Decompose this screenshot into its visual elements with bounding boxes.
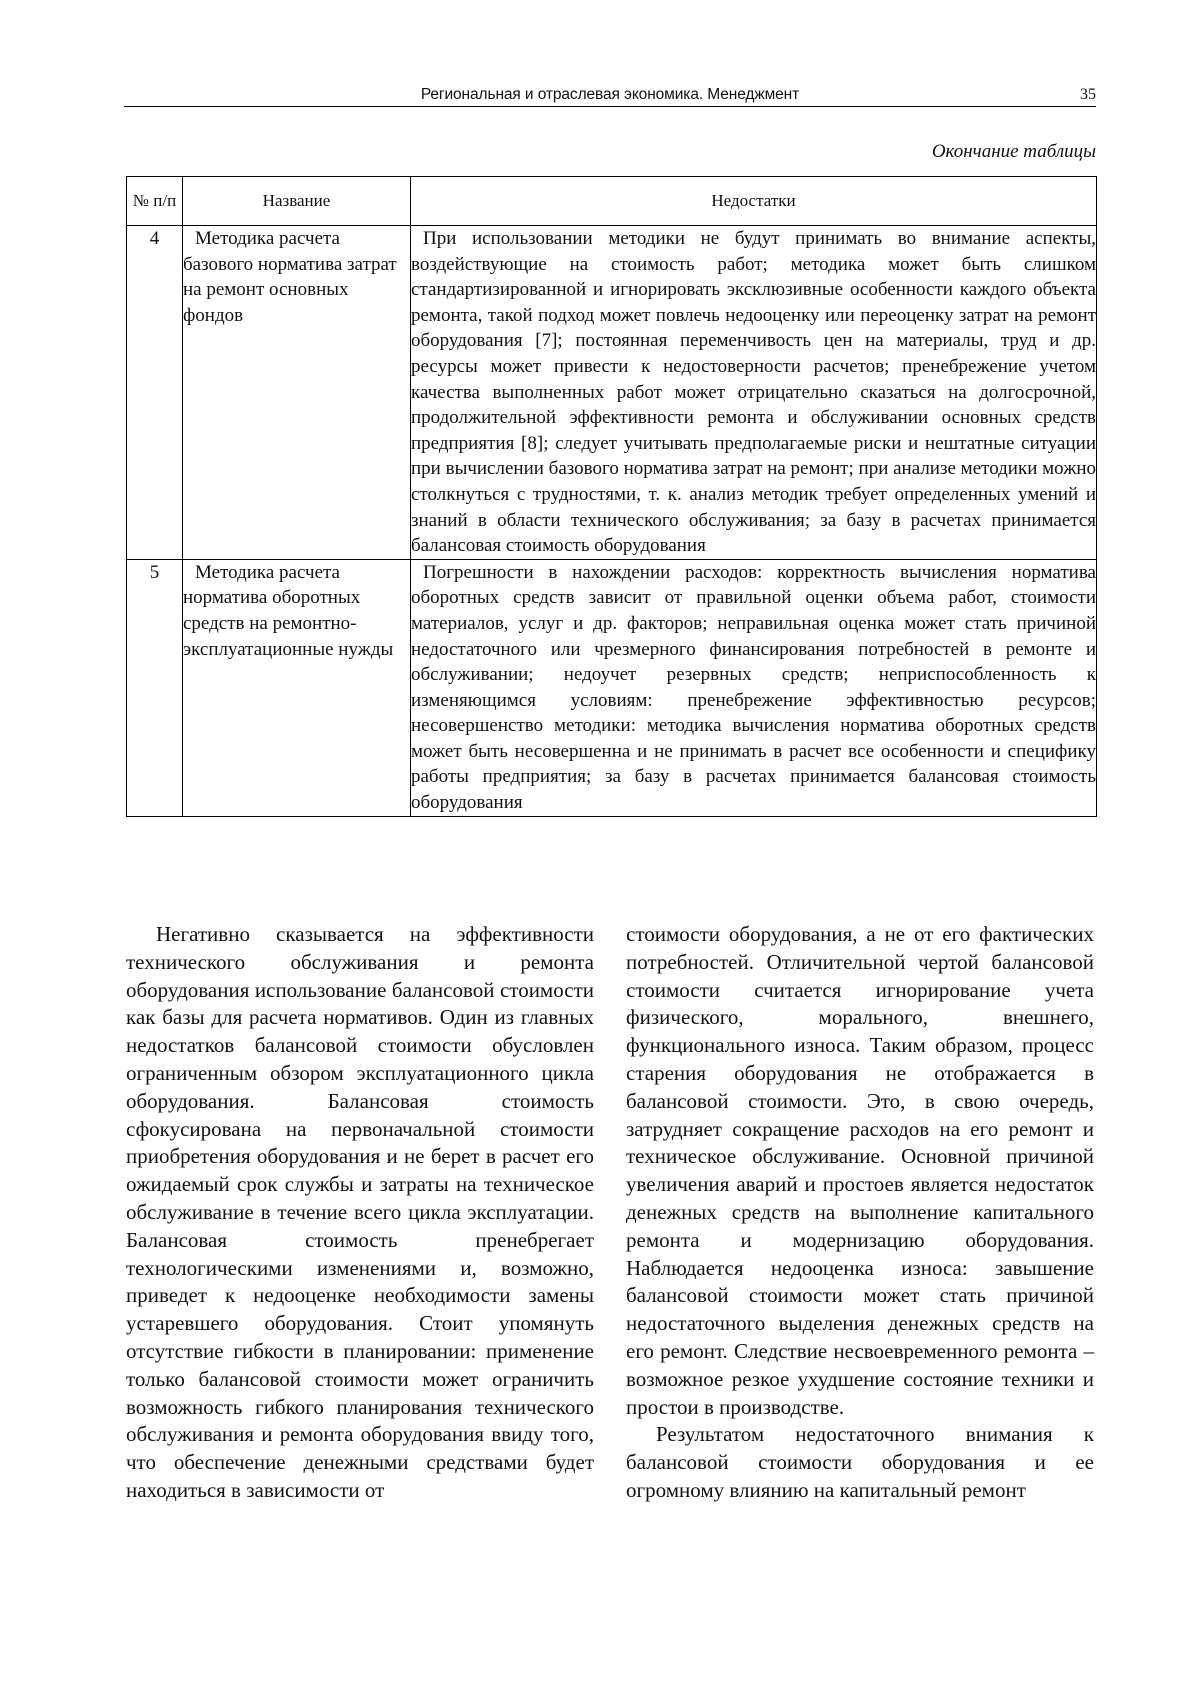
- journal-section-title: Региональная и отраслевая экономика. Менеджмент: [420, 86, 800, 103]
- row-name-text: Методика расчета норматива оборотных средств на ремонтно-эксплуатационные нужды: [183, 561, 394, 660]
- page-number: 35: [1080, 86, 1096, 103]
- row-name-text: Методика расчета базового норматива затрат на ремонт основных фондов: [183, 228, 397, 326]
- right-column: [626, 921, 1094, 1505]
- left-column: [126, 921, 594, 1505]
- table-row: [127, 226, 1097, 560]
- table-caption: Окончание таблицы: [931, 141, 1096, 162]
- row-flaws-text: При использовании методики не будут принимать во внимание аспекты, воздействующие на стоимость работ; методика может быть слишком стандартизированной и игнорировать эксклюзивные особенности каждого объекта ремонта, такой подход может повлечь недооценку или переоценку затрат на ремонт оборудования [7]; постоянная переменчивость цен на материалы, труд и др. ресурсы может привести к недостоверности расчетов; пренебрежение учетом качества выполненных работ может отрицательно сказаться на долгосрочной, продолжительной эффективности ремонта и обслуживании основных средств предприятия [8]; следует учитывать предполагаемые риски и нештатные ситуации при вычислении базового норматива затрат на ремонт; при анализе методики можно столкнуться с трудностями, т. к. анализ методик требует определенных умений и знаний в области технического обслуживания; за базу в расчетах принимается балансовая стоимость оборудования: [411, 228, 1096, 557]
- header-name: Название: [183, 177, 411, 226]
- row-name: [183, 559, 411, 816]
- row-name: [183, 226, 411, 560]
- row-num: 5: [127, 559, 183, 816]
- running-header: [124, 80, 1096, 107]
- methods-table: [126, 176, 1097, 817]
- paragraph: стоимости оборудования, а не от его фактических потребностей. Отличительной чертой балансовой стоимости считается игнорирование учета физического, морального, внешнего, функционального износа. Таким образом, процесс старения оборудования не отображается в балансовой стоимости. Это, в свою очередь, затрудняет сокращение расходов на его ремонт и техническое обслуживание. Основной причиной увеличения аварий и простоев является недостаток денежных средств на выполнение капитального ремонта и модернизацию оборудования. Наблюдается недооценка износа: завышение балансовой стоимости может стать причиной недостаточного выделения денежных средств на его ремонт. Следствие несвоевременного ремонта – возможное резкое ухудшение состояние техники и простои в производстве.: [626, 922, 1094, 1419]
- table-row: [127, 559, 1097, 816]
- row-flaws: [411, 226, 1097, 560]
- header-flaws: Недостатки: [411, 177, 1097, 226]
- row-flaws-text: Погрешности в нахождении расходов: корректность вычисления норматива оборотных средств зависит от правильной оценки объема работ, стоимости материалов, услуг и др. факторов; неправильная оценка может стать причиной недостаточного или чрезмерного финансирования потребностей в ремонте и обслуживании; недоучет резервных средств; неприспособленность к изменяющимся условиям: пренебрежение эффективностью ресурсов; несовершенство методики: методика вычисления норматива оборотных средств может быть несовершенна и не принимать в расчет все особенности и специфику работы предприятия; за базу в расчетах принимается балансовая стоимость оборудования: [411, 561, 1096, 814]
- paragraph: Негативно сказывается на эффективности технического обслуживания и ремонта оборудования использование балансовой стоимости как базы для расчета нормативов. Один из главных недостатков балансовой стоимости обусловлен ограниченным обзором эксплуатационного цикла оборудования. Балансовая стоимость сфокусирована на первоначальной стоимости приобретения оборудования и не берет в расчет его ожидаемый срок службы и затраты на техническое обслуживание в течение всего цикла эксплуатации. Балансовая стоимость пренебрегает технологическими изменениями и, возможно, приведет к недооценке необходимости замены устаревшего оборудования. Стоит упомянуть отсутствие гибкости в планировании: применение только балансовой стоимости может ограничить возможность гибкого планирования технического обслуживания и ремонта оборудования ввиду того, что обеспечение денежными средствами будет находиться в зависимости от: [126, 922, 594, 1502]
- paragraph: Результатом недостаточного внимания к балансовой стоимости оборудования и ее огромному влиянию на капитальный ремонт: [626, 1422, 1094, 1502]
- row-flaws: [411, 559, 1097, 816]
- row-num: 4: [127, 226, 183, 560]
- header-num: № п/п: [127, 177, 183, 226]
- table-header-row: [127, 177, 1097, 226]
